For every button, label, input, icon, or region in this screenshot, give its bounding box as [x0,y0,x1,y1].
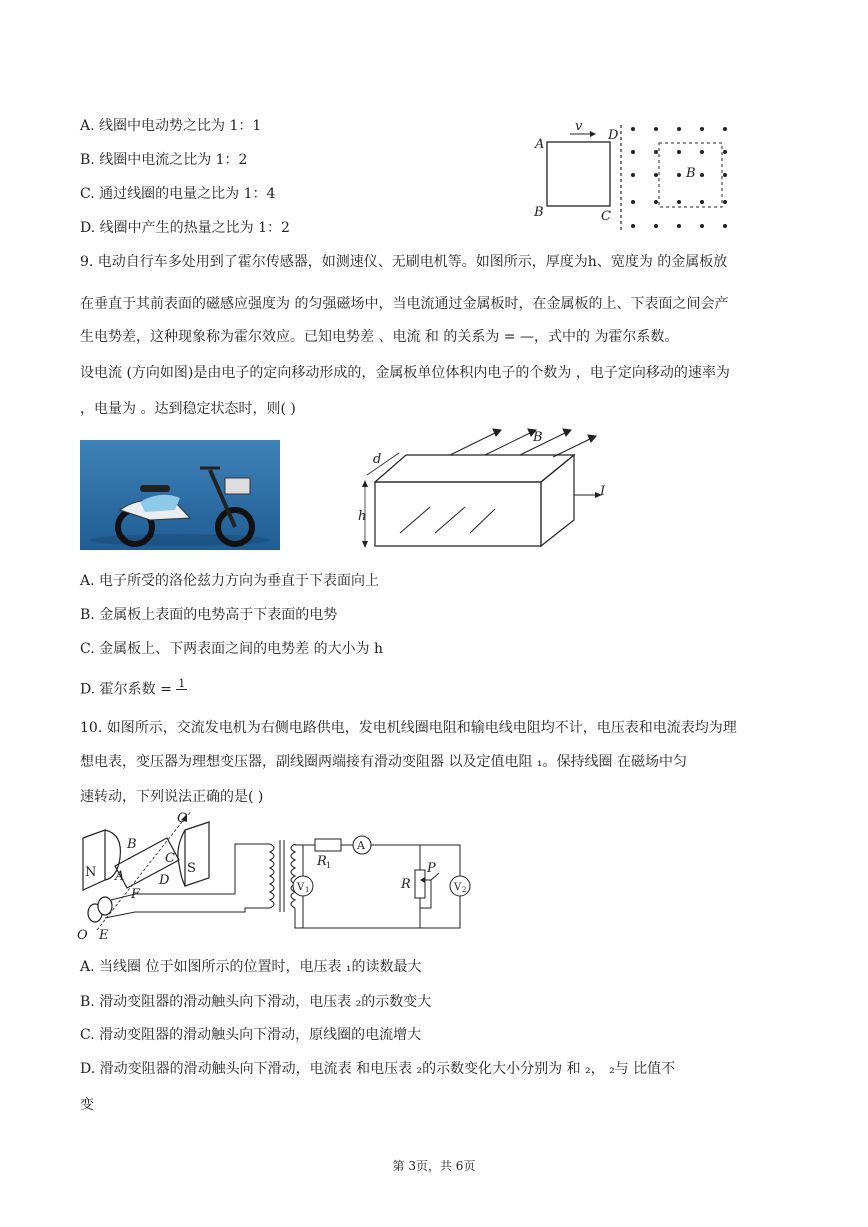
q8-option-b: B. 线圈中电流之比为 1：2 [80,152,248,168]
square-coil [547,142,610,206]
q9-line-1: 9. 电动自行车多处用到了霍尔传感器，如测速仪、无刷电机等。如图所示，厚度为h、宽度为 的金属板放 [80,254,728,270]
svg-text:V: V [454,882,462,893]
field-dots [631,127,727,228]
label-h: h [358,509,367,524]
q9-line-3: 生电势差，这种现象称为霍尔效应。已知电势差 、电流 和 的关系为 = —，式中的 为霍尔系数。 [80,329,679,345]
axis [97,818,185,930]
q10-option-a: A. 当线圈 位于如图所示的位置时，电压表 ₁的读数最大 [80,959,422,975]
label-field-b: B [686,166,696,181]
svg-text:1: 1 [305,886,310,894]
q10-option-d: D. 滑动变阻器的滑动触头向下滑动，电流表 和电压表 ₂的示数变化大小分别为 和 ₂， ₂与 比值不 [80,1061,676,1077]
label-b: B [534,205,544,220]
q9-option-a: A. 电子所受的洛伦兹力方向为垂直于下表面向上 [80,573,380,589]
rheostat-r [415,870,425,898]
svg-text:C: C [165,851,175,866]
hall-effect-block-figure [355,425,625,555]
label-i: I [600,484,606,499]
svg-text:O: O [77,928,88,943]
svg-text:O′: O′ [177,811,191,826]
q9-line-2: 在垂直于其前表面的磁感应强度为 的匀强磁场中，当电流通过金属板时，在金属板的上、下表面之间会产 [80,296,729,312]
block-top [375,455,574,482]
q10-line-2: 想电表，变压器为理想变压器，副线圈两端接有滑动变阻器 以及定值电阻 ₁。保持线圈 在磁场中匀 [80,754,687,770]
width-dim [367,453,399,475]
q8-option-a: A. 线圈中电动势之比为 1：1 [80,118,262,134]
svg-text:2: 2 [462,886,467,894]
transformer-primary [270,844,274,908]
ebike-photo [80,440,280,550]
q10-line-1: 10. 如图所示，交流发电机为右侧电路供电，发电机线圈电阻和输电线电阻均不计，电压表和电流表均为理 [80,720,737,736]
q8-option-d: D. 线圈中产生的热量之比为 1：2 [80,220,290,236]
resistor-r1 [315,839,341,851]
q10-option-b: B. 滑动变阻器的滑动触头向下滑动，电压表 ₂的示数变大 [80,994,432,1010]
q9-line-4: 设电流 (方向如图)是由电子的定向移动形成的，金属板单位体积内电子的个数为 ，电子定向移动的速率为 [80,365,730,381]
q9-line-5: ，电量为 。达到稳定状态时，则( ) [80,401,296,417]
page-footer: 第 3页，共 6页 [392,1159,476,1173]
q9-option-b: B. 金属板上表面的电势高于下表面的电势 [80,607,338,623]
svg-text:F: F [131,887,141,902]
q8-coil-field-figure [528,115,738,235]
block-front [375,482,541,546]
label-b: B [533,430,543,445]
svg-text:R: R [401,877,411,892]
q9-option-c: C. 金属板上、下两表面之间的电势差 的大小为 h [80,641,384,657]
q9-option-d [80,678,187,701]
label-s: S [187,861,196,876]
generator-circuit-figure [75,808,475,948]
q10-option-c: C. 滑动变阻器的滑动触头向下滑动，原线圈的电流增大 [80,1027,422,1043]
svg-text:B: B [127,837,137,852]
block-side [541,455,574,546]
magnet-s [185,822,209,886]
q8-option-c: C. 通过线圈的电量之比为 1：4 [80,186,276,202]
label-v: v [575,119,583,134]
label-c: C [601,209,611,224]
svg-text:R: R [317,854,327,869]
svg-text:A: A [115,869,125,884]
q9-option-d-text: D. 霍尔系数 = [80,681,172,698]
svg-text:D: D [159,873,170,888]
label-d: D [608,128,619,143]
transformer-secondary [291,844,295,908]
svg-text:1: 1 [326,861,332,870]
field-arrows [450,429,596,457]
svg-text:E: E [99,928,109,943]
fraction [176,678,187,701]
slip-ring-2 [98,897,112,915]
fraction-numerator: 1 [178,677,186,690]
svg-text:V: V [297,882,305,893]
svg-text:P: P [427,861,436,876]
label-n: N [85,865,97,880]
q10-line-3: 速转动，下列说法正确的是( ) [80,789,264,805]
label-a: A [535,137,545,152]
q10-option-d-cont: 变 [80,1097,94,1113]
label-d: d [373,452,382,467]
magnet-n [83,830,105,890]
svg-text:A: A [357,839,365,852]
